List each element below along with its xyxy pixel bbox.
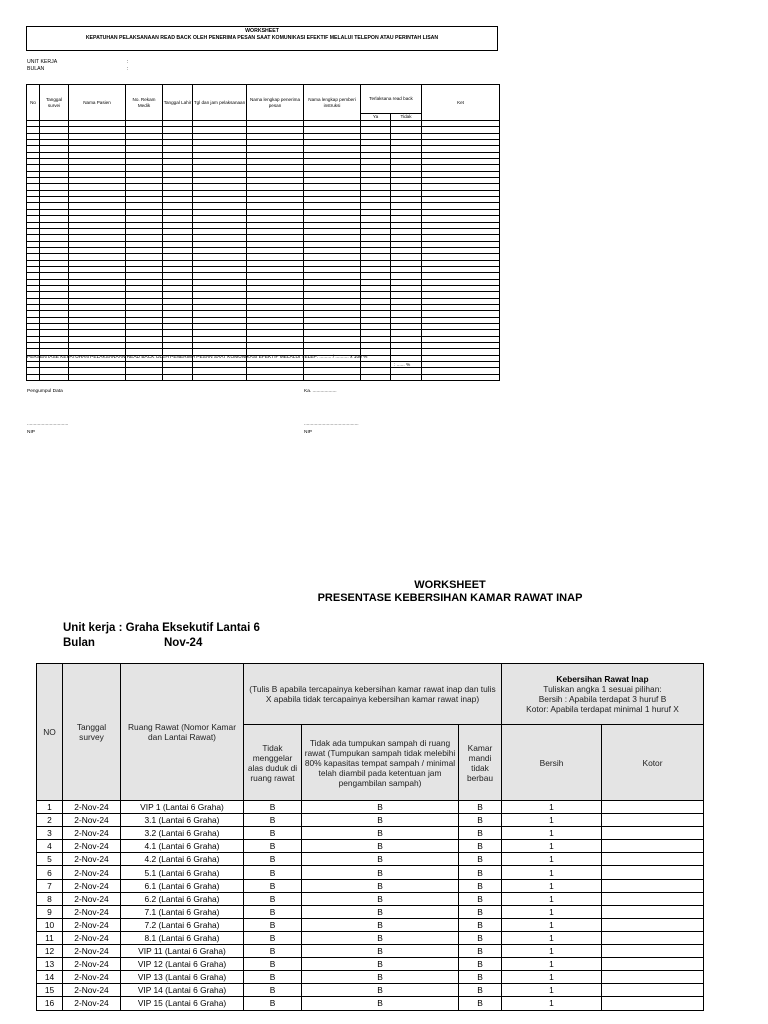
- row-bersih: 1: [502, 931, 602, 944]
- row-sampah: B: [302, 853, 459, 866]
- row-date: 2-Nov-24: [63, 997, 121, 1010]
- row-room: 7.1 (Lantai 6 Graha): [121, 905, 244, 918]
- worksheet1-unit-row: [27, 59, 128, 66]
- ws1-empty-cell: [40, 374, 69, 380]
- row-date: 2-Nov-24: [63, 984, 121, 997]
- row-date: 2-Nov-24: [63, 866, 121, 879]
- row-room: 4.1 (Lantai 6 Graha): [121, 840, 244, 853]
- row-sampah: B: [302, 801, 459, 814]
- row-room: VIP 15 (Lantai 6 Graha): [121, 997, 244, 1010]
- row-no: 6: [37, 866, 63, 879]
- row-sampah: B: [302, 984, 459, 997]
- row-sampah: B: [302, 827, 459, 840]
- row-no: 15: [37, 984, 63, 997]
- row-kotor: [602, 892, 704, 905]
- ws1-col-terlaksana: Terlaksana read back: [361, 85, 422, 114]
- table-row: [37, 984, 704, 997]
- row-kamar-mandi: B: [459, 853, 502, 866]
- row-no: 12: [37, 945, 63, 958]
- ws1-empty-cell: [27, 374, 40, 380]
- ws1-col-pemberi: Nama lengkap pemberi instruksi: [304, 85, 361, 121]
- row-room: 4.2 (Lantai 6 Graha): [121, 853, 244, 866]
- row-kotor: [602, 866, 704, 879]
- worksheet1-unit-value: :: [127, 59, 129, 65]
- table-row: [37, 971, 704, 984]
- row-kamar-mandi: B: [459, 866, 502, 879]
- worksheet2-unit-row: [63, 621, 260, 635]
- row-room: 6.2 (Lantai 6 Graha): [121, 892, 244, 905]
- row-date: 2-Nov-24: [63, 958, 121, 971]
- row-alas-duduk: B: [244, 814, 302, 827]
- row-kamar-mandi: B: [459, 892, 502, 905]
- row-alas-duduk: B: [244, 984, 302, 997]
- ws2-col-tanggal: Tanggal survey: [63, 664, 121, 801]
- row-sampah: B: [302, 879, 459, 892]
- row-room: 8.1 (Lantai 6 Graha): [121, 931, 244, 944]
- row-room: VIP 14 (Lantai 6 Graha): [121, 984, 244, 997]
- row-bersih: 1: [502, 971, 602, 984]
- ws2-kebersihan-line2: Bersih : Apabila terdapat 3 huruf B: [538, 694, 667, 704]
- row-kamar-mandi: B: [459, 945, 502, 958]
- table-row: [37, 853, 704, 866]
- row-alas-duduk: B: [244, 801, 302, 814]
- ws1-col-ket: Ket: [422, 85, 500, 121]
- worksheet1-head-label: Ka. ..................: [304, 389, 337, 394]
- worksheet2-table: [36, 663, 704, 1011]
- row-no: 11: [37, 931, 63, 944]
- row-alas-duduk: B: [244, 840, 302, 853]
- row-sampah: B: [302, 905, 459, 918]
- worksheet1-heading: WORKSHEET: [245, 28, 279, 34]
- table-row: [37, 905, 704, 918]
- ws2-col-kamar-mandi: Kamar mandi tidak berbau: [459, 725, 502, 801]
- row-room: 3.1 (Lantai 6 Graha): [121, 814, 244, 827]
- row-room: 5.1 (Lantai 6 Graha): [121, 866, 244, 879]
- table-row: [37, 918, 704, 931]
- row-no: 3: [37, 827, 63, 840]
- row-kotor: [602, 814, 704, 827]
- ws1-empty-row: [27, 374, 500, 380]
- ws1-empty-cell: [361, 374, 391, 380]
- row-kotor: [602, 931, 704, 944]
- row-sampah: B: [302, 997, 459, 1010]
- row-sampah: B: [302, 892, 459, 905]
- row-kamar-mandi: B: [459, 971, 502, 984]
- row-kamar-mandi: B: [459, 958, 502, 971]
- row-date: 2-Nov-24: [63, 879, 121, 892]
- row-date: 2-Nov-24: [63, 892, 121, 905]
- ws2-col-instruction: (Tulis B apabila tercapainya kebersihan kamar rawat inap dan tulis X apabila tidak tercapainya kebersihan kamar rawat inap): [244, 664, 502, 725]
- row-sampah: B: [302, 840, 459, 853]
- row-room: VIP 11 (Lantai 6 Graha): [121, 945, 244, 958]
- worksheet1-collector-signature: ...............................: [27, 422, 69, 427]
- row-date: 2-Nov-24: [63, 814, 121, 827]
- row-kotor: [602, 905, 704, 918]
- row-bersih: 1: [502, 945, 602, 958]
- ws1-col-penerima: Nama lengkap penerima pesan: [247, 85, 304, 121]
- worksheet2-unit-value: : Graha Eksekutif Lantai 6: [118, 622, 260, 634]
- worksheet1-collector-label: Pengumpul Data: [27, 389, 63, 394]
- row-alas-duduk: B: [244, 931, 302, 944]
- row-room: VIP 13 (Lantai 6 Graha): [121, 971, 244, 984]
- worksheet1-percentage-line: PERSENTASE KEPATUHAN PELAKSANAAN READ BACK OLEH PENERIMA PESAN SAAT KOMUNIKASI EFEKTIF MELALUI TELEP: ......... / .......... x 100 %: [27, 355, 368, 360]
- row-sampah: B: [302, 866, 459, 879]
- row-no: 7: [37, 879, 63, 892]
- table-row: [37, 931, 704, 944]
- ws2-col-sampah: Tidak ada tumpukan sampah di ruang rawat (Tumpukan sampah tidak melebihi 80% kapasitas tempat sampah / minimal telah diambil pada ketentuan jam pengambilan sampah): [302, 725, 459, 801]
- ws2-col-kotor: Kotor: [602, 725, 704, 801]
- row-date: 2-Nov-24: [63, 827, 121, 840]
- worksheet1-month-row: [27, 66, 128, 73]
- row-kamar-mandi: B: [459, 814, 502, 827]
- row-kotor: [602, 958, 704, 971]
- row-date: 2-Nov-24: [63, 931, 121, 944]
- ws1-empty-cell: [193, 374, 247, 380]
- row-sampah: B: [302, 814, 459, 827]
- row-kamar-mandi: B: [459, 879, 502, 892]
- row-kotor: [602, 840, 704, 853]
- row-no: 9: [37, 905, 63, 918]
- table-row: [37, 945, 704, 958]
- row-alas-duduk: B: [244, 905, 302, 918]
- worksheet1-subheading: KEPATUHAN PELAKSANAAN READ BACK OLEH PENERIMA PESAN SAAT KOMUNIKASI EFEKTIF MELALUI TELEPON ATAU PERINTAH LISAN: [85, 35, 439, 41]
- row-room: 7.2 (Lantai 6 Graha): [121, 918, 244, 931]
- worksheet2-unit-label: Unit kerja: [63, 622, 116, 634]
- worksheet1-head-signature: .........................................: [304, 422, 359, 427]
- table-row: [37, 827, 704, 840]
- row-bersih: 1: [502, 866, 602, 879]
- row-bersih: 1: [502, 984, 602, 997]
- row-bersih: 1: [502, 892, 602, 905]
- ws2-kebersihan-title: Kebersihan Rawat Inap: [556, 674, 649, 684]
- row-kotor: [602, 853, 704, 866]
- row-kamar-mandi: B: [459, 997, 502, 1010]
- worksheet2-month-value: Nov-24: [164, 637, 203, 649]
- row-alas-duduk: B: [244, 971, 302, 984]
- row-date: 2-Nov-24: [63, 801, 121, 814]
- row-alas-duduk: B: [244, 997, 302, 1010]
- worksheet1-title-box: [26, 26, 498, 51]
- row-sampah: B: [302, 918, 459, 931]
- row-kamar-mandi: B: [459, 827, 502, 840]
- table-row: [37, 997, 704, 1010]
- row-bersih: 1: [502, 879, 602, 892]
- worksheet2-heading: WORKSHEET: [414, 579, 486, 591]
- row-kamar-mandi: B: [459, 801, 502, 814]
- ws2-col-alas-duduk: Tidak menggelar alas duduk di ruang rawat: [244, 725, 302, 801]
- row-kotor: [602, 801, 704, 814]
- ws1-col-tidak: Tidak: [391, 114, 422, 121]
- ws2-col-ruang: Ruang Rawat (Nomor Kamar dan Lantai Rawat): [121, 664, 244, 801]
- row-date: 2-Nov-24: [63, 918, 121, 931]
- ws1-col-tgl-jam: Tgl dan jam pelaksanaan: [193, 85, 247, 121]
- row-no: 16: [37, 997, 63, 1010]
- worksheet1-unit-label: UNIT KERJA: [27, 59, 58, 65]
- row-alas-duduk: B: [244, 892, 302, 905]
- ws1-empty-cell: [422, 374, 500, 380]
- row-bersih: 1: [502, 918, 602, 931]
- row-kamar-mandi: B: [459, 918, 502, 931]
- row-date: 2-Nov-24: [63, 853, 121, 866]
- row-alas-duduk: B: [244, 918, 302, 931]
- worksheet1-month-value: :: [127, 66, 129, 72]
- row-kamar-mandi: B: [459, 931, 502, 944]
- row-no: 1: [37, 801, 63, 814]
- row-kotor: [602, 971, 704, 984]
- table-row: [37, 879, 704, 892]
- worksheet1-nip-right: NIP: [304, 430, 312, 435]
- row-no: 5: [37, 853, 63, 866]
- table-row: [37, 814, 704, 827]
- row-kotor: [602, 918, 704, 931]
- row-kamar-mandi: B: [459, 905, 502, 918]
- row-no: 4: [37, 840, 63, 853]
- row-kotor: [602, 827, 704, 840]
- ws2-kebersihan-line1: Tuliskan angka 1 sesuai pilihan:: [543, 684, 662, 694]
- worksheet2-title: [300, 579, 600, 605]
- ws1-col-nama-pasien: Nama Pasien: [69, 85, 126, 121]
- row-room: 3.2 (Lantai 6 Graha): [121, 827, 244, 840]
- ws1-col-no-rekam-medik: No. Rekam Medik: [126, 85, 163, 121]
- row-no: 10: [37, 918, 63, 931]
- row-bersih: 1: [502, 814, 602, 827]
- row-bersih: 1: [502, 997, 602, 1010]
- row-bersih: 1: [502, 958, 602, 971]
- row-kotor: [602, 984, 704, 997]
- ws1-empty-cell: [247, 374, 304, 380]
- table-row: [37, 801, 704, 814]
- ws2-kebersihan-line3: Kotor: Apabila terdapat minimal 1 huruf X: [526, 704, 679, 714]
- row-sampah: B: [302, 931, 459, 944]
- table-row: [37, 866, 704, 879]
- worksheet1-percentage-result: : ...... %: [394, 363, 411, 368]
- ws1-empty-cell: [304, 374, 361, 380]
- table-row: [37, 958, 704, 971]
- ws1-col-tanggal-lahir: Tanggal Lahir: [163, 85, 193, 121]
- row-sampah: B: [302, 971, 459, 984]
- row-alas-duduk: B: [244, 866, 302, 879]
- ws2-col-kebersihan: [502, 664, 704, 725]
- row-bersih: 1: [502, 840, 602, 853]
- row-date: 2-Nov-24: [63, 971, 121, 984]
- row-bersih: 1: [502, 827, 602, 840]
- row-date: 2-Nov-24: [63, 905, 121, 918]
- row-bersih: 1: [502, 905, 602, 918]
- ws1-empty-cell: [391, 374, 422, 380]
- row-sampah: B: [302, 958, 459, 971]
- row-sampah: B: [302, 945, 459, 958]
- ws2-col-no: NO: [37, 664, 63, 801]
- row-kotor: [602, 945, 704, 958]
- row-alas-duduk: B: [244, 945, 302, 958]
- worksheet2-month-label: Bulan: [63, 637, 95, 649]
- row-room: VIP 1 (Lantai 6 Graha): [121, 801, 244, 814]
- row-kotor: [602, 997, 704, 1010]
- table-row: [37, 892, 704, 905]
- row-no: 14: [37, 971, 63, 984]
- ws1-col-tanggal-survei: Tanggal survei: [40, 85, 69, 121]
- row-kotor: [602, 879, 704, 892]
- row-no: 2: [37, 814, 63, 827]
- ws1-col-no: No: [27, 85, 40, 121]
- row-room: 6.1 (Lantai 6 Graha): [121, 879, 244, 892]
- worksheet1-month-label: BULAN: [27, 66, 45, 72]
- row-kamar-mandi: B: [459, 984, 502, 997]
- ws1-col-ya: Ya: [361, 114, 391, 121]
- row-date: 2-Nov-24: [63, 945, 121, 958]
- ws1-empty-cell: [69, 374, 126, 380]
- ws1-empty-cell: [163, 374, 193, 380]
- row-alas-duduk: B: [244, 827, 302, 840]
- row-room: VIP 12 (Lantai 6 Graha): [121, 958, 244, 971]
- worksheet2-subheading: PRESENTASE KEBERSIHAN KAMAR RAWAT INAP: [317, 592, 583, 604]
- row-alas-duduk: B: [244, 853, 302, 866]
- ws2-col-bersih: Bersih: [502, 725, 602, 801]
- row-date: 2-Nov-24: [63, 840, 121, 853]
- row-alas-duduk: B: [244, 879, 302, 892]
- ws1-empty-cell: [126, 374, 163, 380]
- worksheet1-nip-left: NIP: [27, 430, 35, 435]
- row-bersih: 1: [502, 853, 602, 866]
- row-kamar-mandi: B: [459, 840, 502, 853]
- table-row: [37, 840, 704, 853]
- row-no: 13: [37, 958, 63, 971]
- row-alas-duduk: B: [244, 958, 302, 971]
- row-bersih: 1: [502, 801, 602, 814]
- worksheet1-table: [26, 84, 500, 381]
- row-no: 8: [37, 892, 63, 905]
